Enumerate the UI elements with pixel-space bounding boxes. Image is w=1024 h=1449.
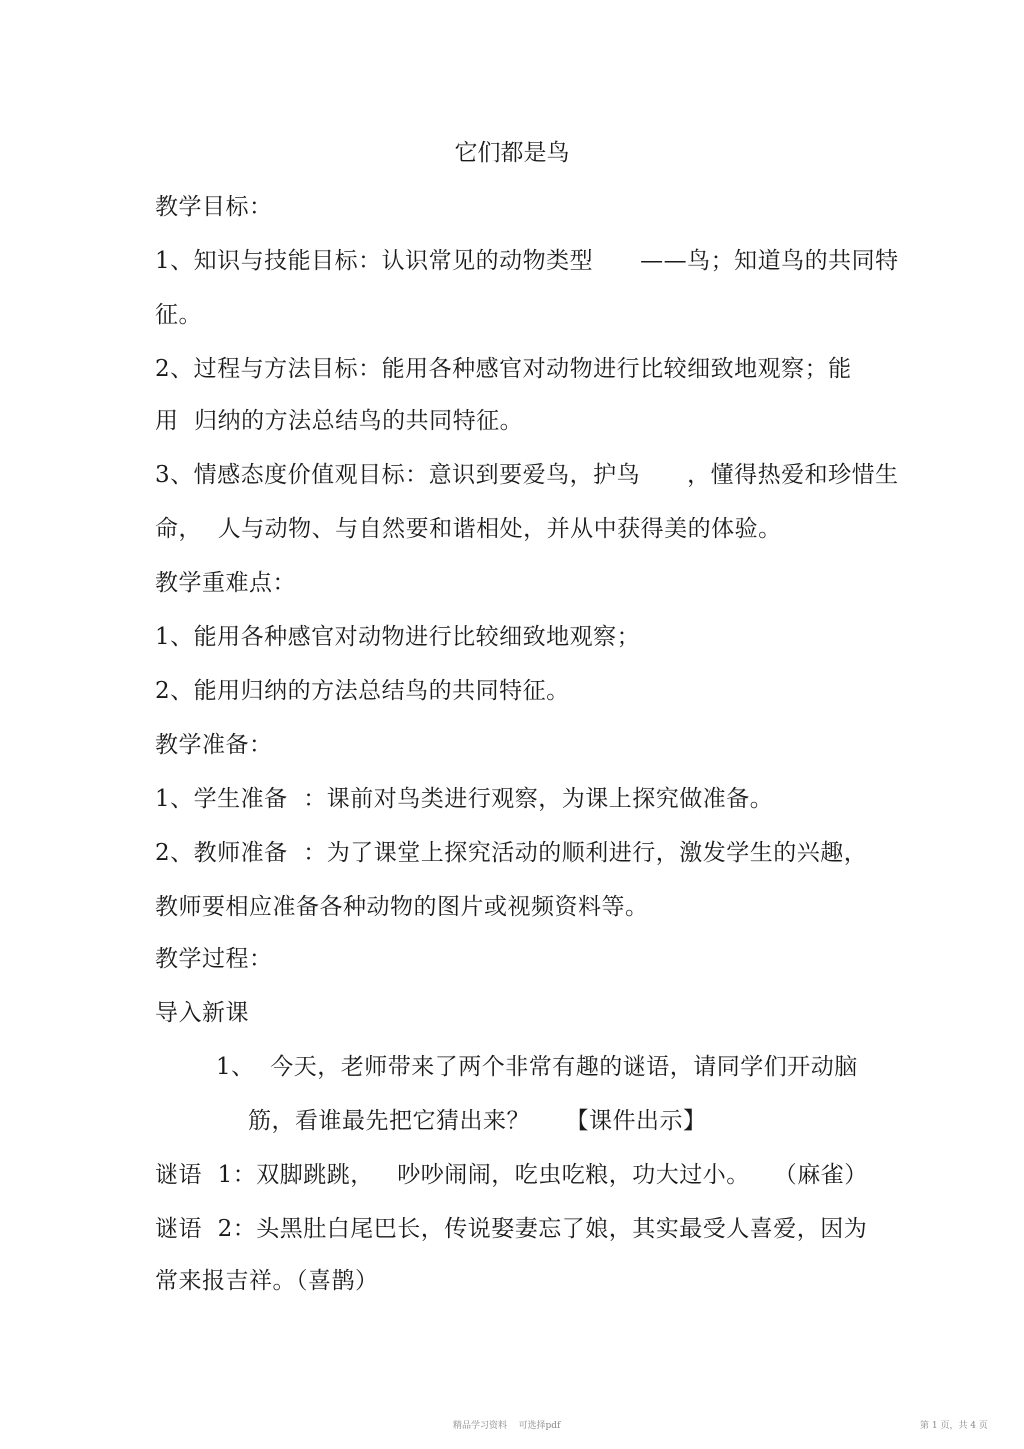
intro-step-1-line-2: 筋，看谁最先把它猜出来？ 【课件出示】 xyxy=(248,1108,707,1134)
objective-1-line-2: 征。 xyxy=(155,302,202,328)
preparation-2-line-1: 2、教师准备 ：为了课堂上探究活动的顺利进行，激发学生的兴趣， xyxy=(155,840,868,866)
document-title: 它们都是鸟 xyxy=(454,140,570,166)
intro-step-1-line-1: 1、 今天，老师带来了两个非常有趣的谜语，请同学们开动脑 xyxy=(216,1054,858,1080)
objective-2-line-2: 用 归纳的方法总结鸟的共同特征。 xyxy=(155,408,524,434)
heading-key-points: 教学重难点： xyxy=(155,570,296,596)
footer-page-number: 第 1 页，共 4 页 xyxy=(920,1421,988,1431)
preparation-2-line-2: 教师要相应准备各种动物的图片或视频资料等。 xyxy=(155,894,649,920)
subheading-intro: 导入新课 xyxy=(155,1000,249,1026)
objective-1-line-1: 1、知识与技能目标：认识常见的动物类型 ——鸟；知道鸟的共同特 xyxy=(155,248,899,274)
riddle-2-line-1: 谜语 2：头黑肚白尾巴长，传说娶妻忘了娘，其实最受人喜爱，因为 xyxy=(155,1216,868,1242)
key-point-2: 2、能用归纳的方法总结鸟的共同特征。 xyxy=(155,678,570,704)
heading-objectives: 教学目标： xyxy=(155,194,273,220)
heading-preparation: 教学准备： xyxy=(155,732,273,758)
footer-watermark: 精品学习资料 可选择pdf xyxy=(453,1421,561,1431)
objective-2-line-1: 2、过程与方法目标：能用各种感官对动物进行比较细致地观察；能 xyxy=(155,356,852,382)
heading-process: 教学过程： xyxy=(155,946,273,972)
objective-3-line-1: 3、情感态度价值观目标：意识到要爱鸟，护鸟 ，懂得热爱和珍惜生 xyxy=(155,462,899,488)
preparation-1: 1、学生准备 ：课前对鸟类进行观察，为课上探究做准备。 xyxy=(155,786,774,812)
riddle-2-line-2: 常来报吉祥。（喜鹊） xyxy=(155,1268,379,1294)
riddle-1: 谜语 1：双脚跳跳， 吵吵闹闹，吃虫吃粮，功大过小。 （麻雀） xyxy=(155,1162,868,1188)
objective-3-line-2: 命， 人与动物、与自然要和谐相处，并从中获得美的体验。 xyxy=(155,516,782,542)
key-point-1: 1、能用各种感官对动物进行比较细致地观察； xyxy=(155,624,641,650)
